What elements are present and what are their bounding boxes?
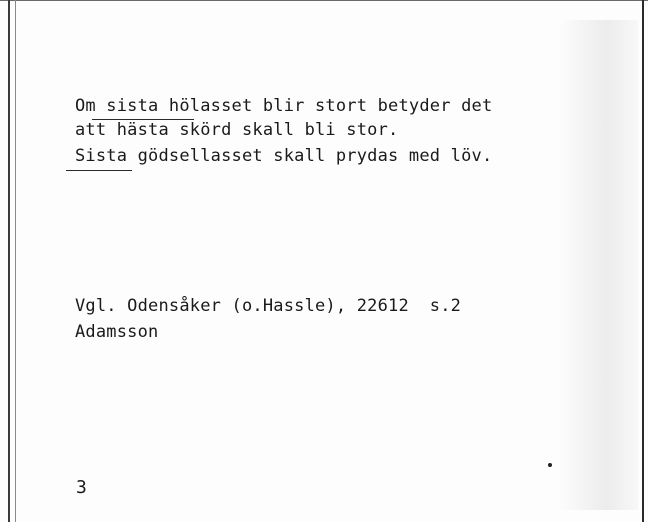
- card-left-edge: [8, 0, 10, 522]
- ink-dot: [548, 463, 552, 467]
- card-top-edge: [0, 0, 648, 1]
- text-line-2: att hästa skörd skall bli stor.: [75, 120, 399, 140]
- page-number: 3: [76, 477, 87, 498]
- collector-name: Adamsson: [75, 322, 159, 342]
- underline-sista-2: [66, 170, 132, 171]
- card-right-edge: [642, 0, 644, 522]
- card-left-rule: [15, 0, 16, 522]
- source-reference: Vgl. Odensåker (o.Hassle), 22612 s.2: [75, 296, 462, 316]
- text-line-3: Sista gödsellasset skall prydas med löv.: [75, 146, 493, 166]
- reverse-side-bleed: [558, 20, 638, 510]
- text-line-1: Om sista hölasset blir stort betyder det: [75, 96, 493, 116]
